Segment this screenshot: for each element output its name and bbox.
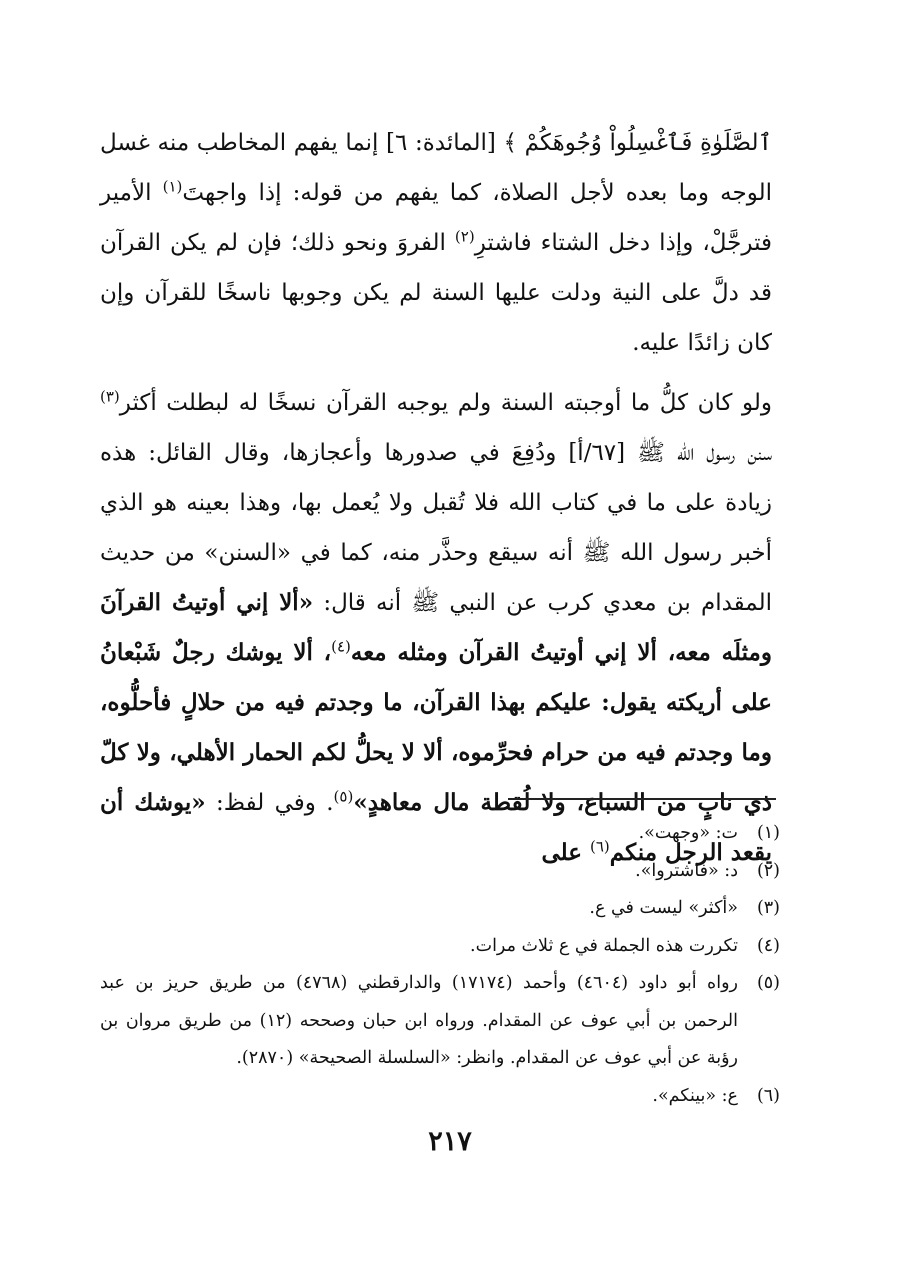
footnote-text: ت: «وجهت». xyxy=(638,823,738,843)
text-span: [المائدة: ٦] إنما يفهم المخاطب منه غسل الوجه وما بعده لأجل الصلاة، كما يفهم من قوله: إذا واجهتَ xyxy=(100,130,772,206)
footnote-ref-2[interactable]: (٢) xyxy=(454,227,475,246)
footnote-number: (٦) xyxy=(756,1085,780,1106)
footnote-item xyxy=(100,965,780,1078)
text-span: . وفي لفظ: xyxy=(205,790,334,816)
footnote-number: (٤) xyxy=(756,935,780,956)
footnote-number: (٢) xyxy=(756,860,780,881)
hadith-quote: على xyxy=(541,839,590,866)
footnote-item xyxy=(100,853,780,891)
paragraph-1 xyxy=(100,118,772,368)
footnote-ref-1[interactable]: (١) xyxy=(162,177,183,196)
text-span: سنن رسول الله ﷺ [٦٧/أ] ودُفِعَ في صدورها وأعجازها، وقال القائل: هذه زيادة على ما في كتاب الله فلا تُقبل ولا يُعمل بها، وهذا بعينه هو الذي أخبر رسول الله ﷺ أنه سيقع وحذَّر منه، كما في «السنن» من حديث المقدام بن معدي كرب عن النبي ﷺ أنه قال: xyxy=(100,440,772,616)
footnote-text: «أكثر» ليست في ع. xyxy=(589,898,738,918)
footnote-ref-3[interactable]: (٣) xyxy=(100,387,120,406)
hadith-quote: ، ألا يوشك رجلٌ شَبْعانُ على أريكته يقول: عليكم بهذا القرآن، ما وجدتم فيه من حلالٍ فأحلُّوه، وما وجدتم فيه من حرام فحرِّموه، ألا لا يحلُّ لكم الحمار الأهلي، ولا كلّ ذي نابٍ من السباع، ولا لُقطة مال معاهدٍ» xyxy=(100,639,772,816)
main-text xyxy=(100,118,772,878)
footnote-ref-4[interactable]: (٤) xyxy=(331,637,351,656)
hadith-quote: «ألا إني أوتيتُ القرآنَ ومثلَه معه، ألا إني أوتيتُ القرآن ومثله معه xyxy=(100,589,772,666)
quran-verse: ٱلصَّلَوٰةِ فَٱغْسِلُواْ وُجُوهَكُمْ ﴾ xyxy=(503,130,772,156)
footnote-text: تكررت هذه الجملة في ع ثلاث مرات. xyxy=(470,935,738,956)
footnote-divider xyxy=(508,798,776,800)
footnote-ref-6[interactable]: (٦) xyxy=(590,837,610,856)
footnotes xyxy=(100,815,780,1115)
footnote-text: د: «فاشتروا». xyxy=(635,860,738,881)
footnote-item xyxy=(100,890,780,928)
footnote-text: رواه أبو داود (٤٦٠٤) وأحمد (١٧١٧٤) والدارقطني (٤٧٦٨) من طريق حريز بن عبد الرحمن بن أبي عوف عن المقدام. ورواه ابن حبان وصححه (١٢) من طريق مروان بن رؤبة عن أبي عوف عن المقدام. وانظر: «السلسلة الصحيحة» (٢٨٧٠). xyxy=(100,973,738,1068)
page-number: ٢١٧ xyxy=(428,1126,472,1157)
footnote-number: (١) xyxy=(756,823,780,843)
footnote-item xyxy=(100,1078,780,1116)
text-span: الأمير فترجَّلْ، وإذا دخل الشتاء فاشترِ xyxy=(100,180,772,256)
footnote-text: ع: «بينكم». xyxy=(652,1085,738,1106)
footnote-number: (٥) xyxy=(756,973,780,993)
footnote-ref-5[interactable]: (٥) xyxy=(333,787,354,806)
text-span: الفروَ ونحو ذلك؛ فإن لم يكن القرآن قد دلَّ على النية ودلت عليها السنة لم يكن وجوبها ناسخًا للقرآن وإن كان زائدًا عليه. xyxy=(100,230,772,356)
hadith-quote: «يوشك أن يقعد الرجل منكم xyxy=(100,789,772,866)
footnote-number: (٣) xyxy=(756,898,780,918)
footnote-item xyxy=(100,928,780,966)
text-span: ولو كان كلُّ ما أوجبته السنة ولم يوجبه القرآن نسخًا له لبطلت أكثر xyxy=(119,390,772,416)
paragraph-2 xyxy=(100,378,772,878)
